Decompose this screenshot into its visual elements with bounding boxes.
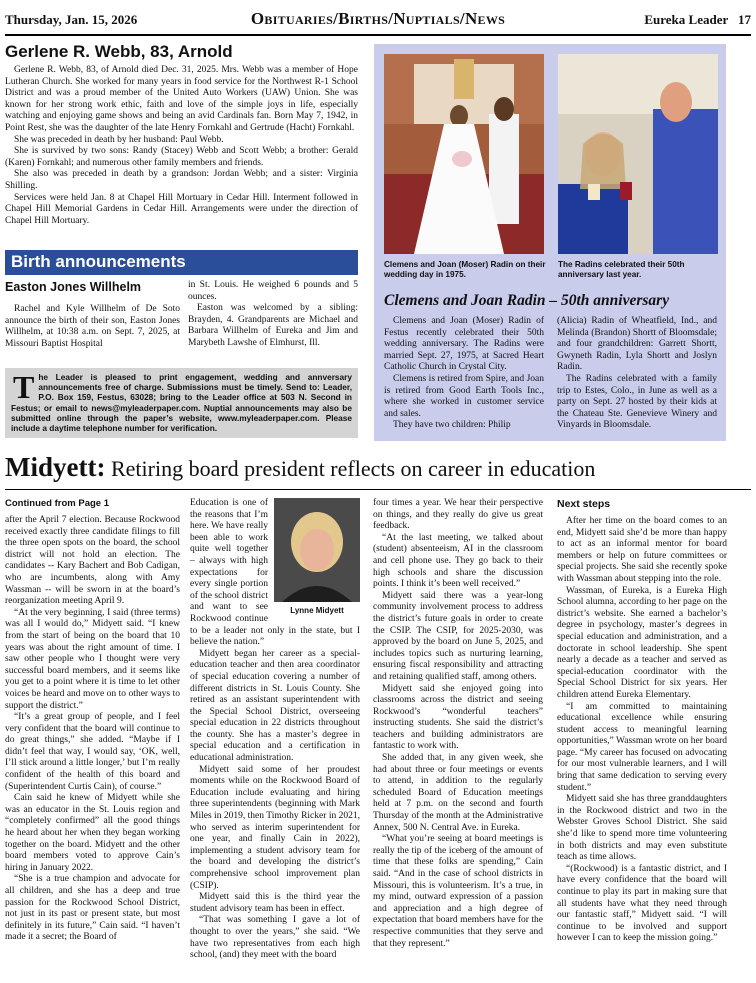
midyett-paragraph: Midyett said some of her proudest moments while on the Rockwood Board of Education include evaluating and hiring three superintendents (beginning with Mark Miles in 2019, then Timothy Ricker in 2021, who served as interim superintendent for one year, and finally Cain in 2022), implementing a student advisory team for the board and developing the district’s comprehensive school improvement plan (CSIP). (190, 764, 360, 891)
midyett-column-2 (190, 498, 360, 962)
obituary-paragraph: Gerlene R. Webb, 83, of Arnold died Dec. 31, 2025. Mrs. Webb was a member of Hope Lutheran Church. She worked for many years in food service for the Northwest R-1 School District and was a proud member of the United Auto Workers (UAW) Union. She was known for her strong work ethic, faith and love of the simple joys in life, especially watching and enjoying game shows and being an avid Cardinals fan. Born May 7, 1942, in Point Rest, she was the daughter of the late Henry Fornkahl and Gertrude (Hacht) Fornkahl. (5, 65, 358, 133)
midyett-paragraph: Midyett began her career as a special-education teacher and then area coordinator of special education covering a number of different districts in St. Louis County. She retired as an assistant superintendent with the Special School District, overseeing special education in 22 districts throughout the county. She has a master’s degree in special education and a certification in educational administration. (190, 648, 360, 764)
midyett-photo-block (274, 498, 360, 615)
section-title: Obituaries/Births/Nuptials/News (250, 9, 506, 28)
midyett-headline (5, 452, 751, 490)
midyett-paragraph: Wassman, of Eureka, is a Eureka High School alumna, according to her page on the district’s website. She earned a bachelor’s degree in psychology, master’s degrees in special education and administration, and a doctorate in school leadership. She spent nearly a decade as a teacher and served as special-education coordinator with the Special School District for six years. Her children attend Eureka Elementary. (557, 585, 727, 700)
midyett-column-4 (557, 498, 727, 945)
birth-announcement-column-left (5, 280, 180, 350)
publication-and-page (644, 12, 751, 28)
midyett-paragraph: after the April 7 election. Because Rockwood received exactly three candidate filings to fill the three open spots on the board, the school district will not hold an election. The candidates -- Kary Bachert and Bob Cadigan, who are incumbents, along with Amy Wassman -- will be sworn in at the board’s reorganization meeting April 9. (5, 515, 180, 607)
obituary-article (5, 42, 358, 227)
midyett-paragraph: “That was something I gave a lot of thought to over the years,” she said. “We have two representatives from each high school, (and) they meet with the board (190, 915, 360, 961)
wedding-photo-caption: Clemens and Joan (Moser) Radin on their wedding day in 1975. (384, 260, 546, 279)
anniversary-column-left (384, 316, 544, 432)
midyett-paragraph: Midyett said this is the third year the student advisory team has been in effect. (190, 892, 360, 914)
notice-dropcap: T (13, 369, 35, 405)
anniversary-photo-caption: The Radins celebrated their 50th anniversary last year. (558, 260, 685, 279)
midyett-paragraph: She added that, in any given week, she had about three or four meetings or events to attend, in addition to the regularly scheduled Board of Education meetings held at 7 p.m. on the second and fourth Thursday of the month at the Administrative Annex, 500 N. Central Ave. in Eureka. (373, 753, 543, 833)
midyett-paragraph: “It’s a great group of people, and I feel very confident that the board will continue to do great things,” she added. “Maybe if I didn’t feel that way, I would say, ‘OK, well, I’ll stick around a little longer,’ but I’m really confident of the health of this board and (Superintendent Curtis Cain), of course.” (5, 712, 180, 792)
obituary-paragraph: She was preceded in death by her husband: Paul Webb. (14, 134, 224, 145)
midyett-paragraph: four times a year. We hear their perspective on things, and they really do give us great feedback. (373, 498, 543, 532)
anniversary-paragraph: (Alicia) Radin of Wheatfield, Ind., and Melinda (Brandon) Shortt of Bloomsdale; and four grandchildren: Garrett Shortt, Gwyneth Radin, Lyla Shortt and Joslyn Radin. (557, 316, 717, 373)
birth-paragraph: in St. Louis. He weighed 6 pounds and 5 ounces. (188, 280, 358, 302)
midyett-paragraph: “I am committed to maintaining educational excellence while ensuring student access to meaningful learning opportunities,” Wassman wrote on her board page. “My career has focused on advocating for our most vulnerable learners, and I will bring that same dedication to serving every student.” (557, 701, 727, 793)
anniversary-column-right (557, 316, 717, 432)
birth-headline: Easton Jones Willhelm (5, 280, 142, 294)
next-steps-subhead: Next steps (557, 498, 611, 510)
birth-paragraph: Easton was welcomed by a sibling: Brayden, 4. Grandparents are Michael and Barbara Willhelm of Eureka and Jim and Marybeth Lawshe of Elmhurst, Ill. (188, 303, 358, 348)
anniversary-paragraph: Clemens and Joan (Moser) Radin of Festus recently celebrated their 50th wedding anniversary. The Radins were married Sept. 27, 1975, at Sacred Heart Catholic Church in Crystal City. (384, 316, 544, 373)
birth-announcements-banner: Birth announcements (5, 250, 358, 275)
issue-date: Thursday, Jan. 15, 2026 (5, 12, 138, 27)
birth-announcement-column-right (188, 280, 358, 350)
midyett-paragraph: Education is one of the reasons that I’m here. We have really been able to work quite well together – always with high expectations for every single portion of the school district and want to see Rockwood continue to be a leader not only in the state, but I believe the nation.” (190, 498, 360, 648)
publication-name: Eureka Leader (644, 12, 729, 27)
notice-text: he Leader is pleased to print engagement, wedding and annversary announcements free of charge. Submissions must be timely. Send to: Leader, P.O. Box 159, Festus, 63028; bring to the Leader office at 503 N. Second in Festus; or email to news@myleaderpaper.com. Nuptial announcements may also be submitted online through the paper’s website, www.myleaderpaper.com. Please include a daytime telephone number for verification. (11, 372, 352, 434)
midyett-paragraph: “(Rockwood) is a fantastic district, and I have every confidence that the board will continue to play its part in making sure that all students have what they need through our fantastic staff,” Midyett said. “I will continue to be involved and support however I can to keep the mission going.” (557, 863, 727, 944)
anniversary-headline: Clemens and Joan Radin – 50th anniversary (384, 292, 670, 309)
birth-paragraph: Rachel and Kyle Willhelm of De Soto announce the birth of their son, Easton Jones Willhelm, at 10:38 a.m. on Sept. 7, 2025, at Missouri Baptist Hospital (5, 304, 180, 349)
midyett-column-1 (5, 498, 180, 944)
midyett-column-3 (373, 498, 543, 950)
obituary-paragraph: She is survived by two sons: Randy (Stacey) Webb and Scott Webb; a brother: Gerald (Karen) Fornkahl; and numerous other family members and friends. (5, 146, 358, 168)
midyett-paragraph: “She is a true champion and advocate for all children, and she has a deep and true passion for the Rockwood School District, not just in its past or present state, but most definitely in its future,” Cain said. “I haven’t made it a secret; the Board of (5, 874, 180, 943)
midyett-paragraph: After her time on the board comes to an end, Midyett said she’d be more than happy to act as an informal mentor for board members or help on future committees or special projects. She said she recently spoke with Wassman about stepping into the role. (557, 516, 727, 584)
obituary-paragraph: She also was preceded in death by a grandson: Jordan Webb; and a sister: Virginia Shilling. (5, 169, 358, 191)
obituary-headline: Gerlene R. Webb, 83, Arnold (5, 42, 233, 61)
midyett-paragraph: “What you’re seeing at board meetings is really the tip of the iceberg of the amount of time that these folks are spending,” Cain said. “And in the case of school districts in Missouri, this is volunteerism. It’s a true, in my mind, outward expression of a passion and appreciation and a high degree of expectation that board members have for the respective communities that they serve and that they represent.” (373, 834, 543, 949)
anniversary-photo (558, 54, 718, 254)
wedding-photo (384, 54, 544, 254)
midyett-paragraph: “At the last meeting, we talked about (student) absenteeism, AI in the classroom and cell phone use. They go back to their high schools and share the discussion points. I think it’s been well received.” (373, 532, 543, 590)
midyett-paragraph: Midyett said there was a year-long community involvement process to address the district’s future goals in order to create the CSIP. The CSIP, for 2025-2030, was approved by the board on June 5, 2025, and includes topics such as nurturing learning, ensuring fiscal responsibility and attracting and retaining qualified staff, among others. (373, 590, 543, 682)
midyett-photo (274, 498, 360, 602)
page-header (5, 8, 751, 36)
anniversary-paragraph: The Radins celebrated with a family trip to Estes, Colo., in June as well as a party on Sept. 27 hosted by their kids at the Chateau Ste. Genevieve Winery and Vinyards in Bloomsdale. (557, 373, 717, 431)
midyett-headline-rest: Retiring board president reflects on career in education (105, 456, 596, 481)
anniversary-paragraph: They have two children: Philip (393, 420, 511, 431)
midyett-headline-name: Midyett: (5, 452, 106, 482)
midyett-paragraph: Midyett said she has three granddaughters in the Rockwood district and two in the Webster Groves School District. She said she’d like to spend more time volunteering in both districts and may even substitute teach as time allows. (557, 794, 727, 863)
midyett-paragraph: Midyett said she enjoyed going into classrooms across the district and seeing Rockwood’s “wonderful teachers” instructing students. She said the district’s teachers and building administrators are fantastic to work with. (373, 683, 543, 752)
continued-from-label: Continued from Page 1 (5, 498, 109, 509)
obituary-paragraph: Services were held Jan. 8 at Chapel Hill Mortuary in Cedar Hill. Interment followed in Chapel Hill Memorial Gardens in Cedar Hill. Arrangements were under the direction of Chapel Hill Mortuary. (5, 192, 358, 226)
anniversary-box (374, 44, 726, 441)
midyett-paragraph: “At the very beginning, I said (three terms) was all I would do,” Midyett said. “I knew from the start of being on the board that 10 years was about the right amount of time. I saw other people who I thought were very successful board members, and it seems like you get to a point where it is time to let other voices be heard and move on to other ways to support the district.” (5, 607, 180, 711)
midyett-paragraph: Cain said he knew of Midyett while she was an educator in the St. Louis region and “completely confirmed” all the good things he heard about her when they began working together on the board. Midyett and the other board members voted to approve Cain’s hiring in January 2022. (5, 793, 180, 873)
page-number: 17 (738, 12, 751, 27)
anniversary-paragraph: Clemens is retired from Spire, and Joan is retired from Good Earth Tools Inc., where she worked in customer service and sales. (384, 373, 544, 419)
submission-notice (5, 368, 358, 438)
midyett-photo-caption: Lynne Midyett (290, 606, 344, 615)
